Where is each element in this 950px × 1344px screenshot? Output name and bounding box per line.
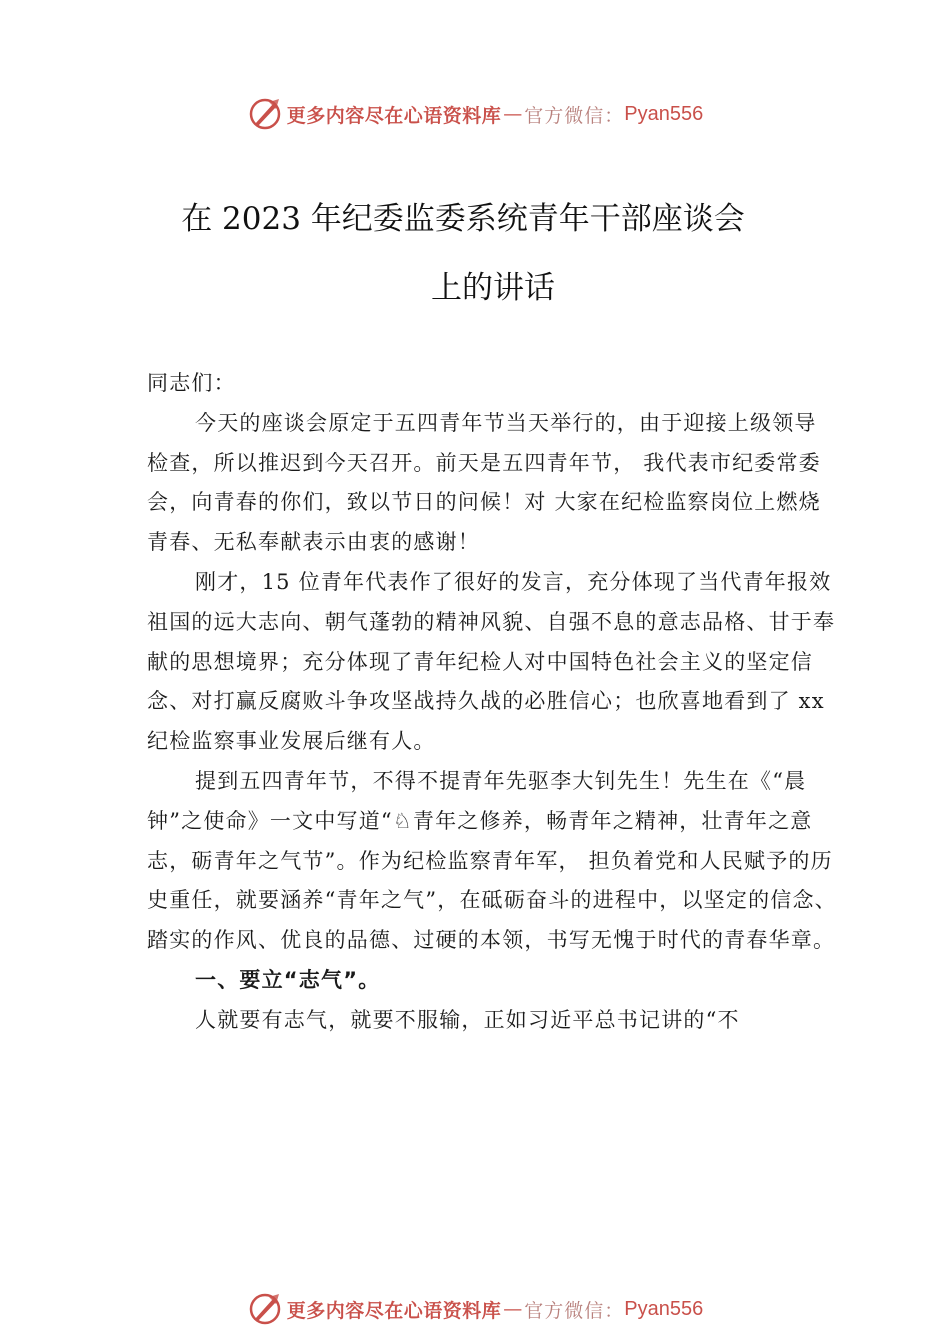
greeting: 同志们： [147,371,236,395]
paragraph-1: 今天的座谈会原定于五四青年节当天举行的，由于迎接上级领导检查，所以推迟到今天召开。前天是五四青年节， 我代表市纪委常委会，向青春的你们，致以节日的问候！对 大家在纪检监察岗位上燃烧青春、无私奉献表示由衷的感谢！ [147,410,821,555]
watermark-wechat-label: 官方微信： [524,104,625,127]
document-title-line1: 在 2023 年纪委监委系统青年干部座谈会 [181,201,745,237]
watermark-wechat-label: 官方微信： [524,1299,625,1322]
paragraph-2: 刚才，15 位青年代表作了很好的发言，充分体现了当代青年报效祖国的远大志向、朝气蓬勃的精神风貌、自强不息的意志品格、甘于奉献的思想境界；充分体现了青年纪检人对中国特色社会主义的坚定信念、对打赢反腐败斗争攻坚战持久战的必胜信心；也欣喜地看到了 xx 纪检监察事业发展后继有人。 [147,569,836,754]
document-body [147,364,837,1041]
watermark-footer [0,1291,950,1327]
quill-logo-icon [247,96,283,132]
quill-logo-icon [247,1291,283,1327]
watermark-wechat-id: Pyan556 [624,102,704,125]
watermark-header [0,96,950,132]
watermark-dash: — [503,103,523,125]
paragraph-4: 人就要有志气，就要不服输，正如习近平总书记讲的“不 [195,1007,740,1032]
section-heading-1: 一、要立“志气”。 [195,967,381,992]
watermark-dash: — [503,1298,523,1320]
watermark-text: 更多内容尽在心语资料库 [286,104,502,127]
watermark-wechat-id: Pyan556 [624,1297,704,1320]
paragraph-3: 提到五四青年节，不得不提青年先驱李大钊先生！先生在《“晨钟”之使命》一文中写道“♘青年之修养，畅青年之精神，壮青年之意志，砺青年之气节”。作为纪检监察青年军， 担负着党和人民赋予的历史重任，就要涵养“青年之气”，在砥砺奋斗的进程中，以坚定的信念、踏实的作风、优良的品德、过硬的本领，书写无愧于时代的青春华章。 [147,768,837,953]
document-title-line2: 上的讲话 [431,270,555,306]
watermark-text: 更多内容尽在心语资料库 [286,1299,502,1322]
